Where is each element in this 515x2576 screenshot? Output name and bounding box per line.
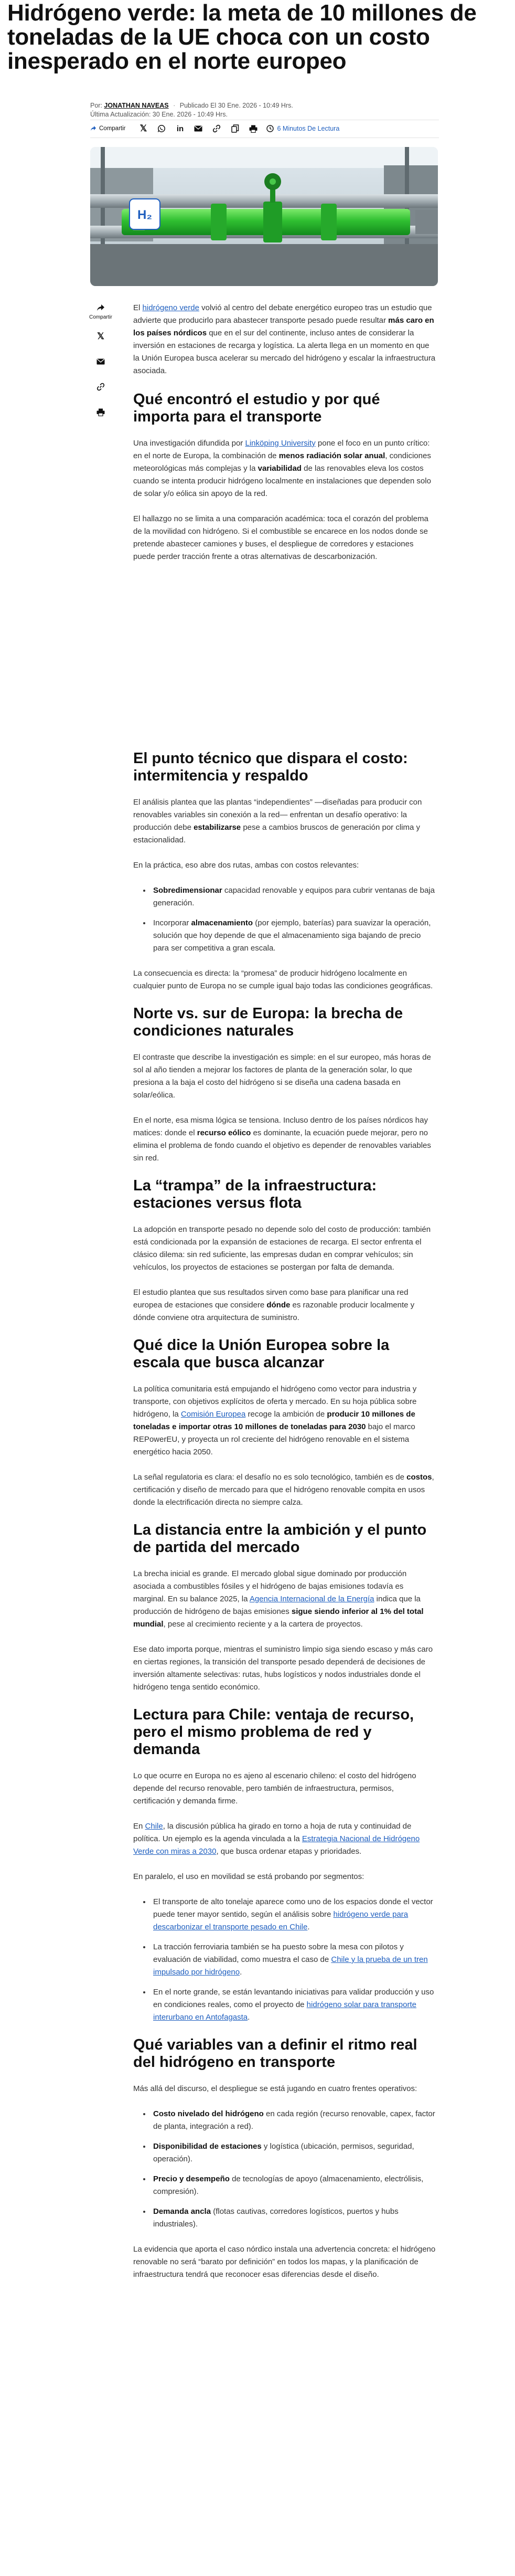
list-item: • Incorporar almacenamiento (por ejemplo, baterías) para suavizar la operación, solución que hoy depende de que el almacenamiento siga bajando de precio para ser competitiva a gran escala. xyxy=(151,917,437,955)
list-item: • En el norte grande, se están levantando iniciativas para validar producción y uso en condiciones reales, como el proyecto de hidrógeno solar para transporte interurbano en Antofagasta. xyxy=(151,1986,437,2024)
article-body xyxy=(133,302,437,2294)
share-icon xyxy=(90,125,96,132)
list-item: • Sobredimensionar capacidad renovable y equipos para cubrir ventanas de baja generación. xyxy=(151,884,437,910)
link-hidrogeno-verde[interactable]: hidrógeno verde xyxy=(142,303,199,312)
share-button[interactable]: Compartir xyxy=(90,125,125,132)
link-linkoping[interactable]: Linköping University xyxy=(245,439,316,448)
paragraph: La señal regulatoria es clara: el desafío no es solo tecnológico, también es de costos, certificación y diseño de mercado para que el hidrógeno renovable compita en usos donde la electrificación directa no siempre calza. xyxy=(133,1473,434,1507)
list-item: • El transporte de alto tonelaje aparece como uno de los espacios donde el vector puede tener mayor sentido, según el análisis sobre hidrógeno verde para descarbonizar el transporte pesado en Chile. xyxy=(151,1896,437,1934)
paragraph: En la práctica, eso abre dos rutas, ambas con costos relevantes: xyxy=(133,861,359,870)
list-item: • Demanda ancla (flotas cautivas, corredores logísticos, puertos y hubs industriales). xyxy=(151,2205,437,2231)
intro-paragraph: El hidrógeno verde volvió al centro del debate energético europeo tras un estudio que advierte que producirlo para abastecer transporte pesado puede resultar más caro en los países nórdicos que en el sur del continente, incluso antes de considerar la inversión en estaciones de recarga y logística. La alerta llega en un momento en que la Unión Europea busca acelerar su mercado del hidrógeno y escalar la infraestructura asociada. xyxy=(133,303,436,375)
link-antofagasta[interactable]: hidrógeno solar para transporte interurbano en Antofagasta xyxy=(153,2000,416,2022)
section-heading: Qué variables van a definir el ritmo real del hidrógeno en transporte xyxy=(133,2036,417,2071)
paragraph: Una investigación difundida por Linköping University pone el foco en un punto crítico: en el norte de Europa, la combinación de menos radiación solar anual, condiciones meteorológicas más complejas y la variabilidad de las renovables eleva los costos cuando se intenta producir hidrógeno localmente en instalaciones que dependen solo de solar y/o eólica sin apoyo de la red. xyxy=(133,439,431,498)
section-heading: La distancia entre la ambición y el punto de partida del mercado xyxy=(133,1522,427,1556)
section-heading: Qué dice la Unión Europea sobre la escala que busca alcanzar xyxy=(133,1337,390,1371)
author-link[interactable]: JONATHAN NAVEAS xyxy=(104,102,169,109)
paragraph: El contraste que describe la investigación es simple: en el sur europeo, más horas de sol al año tienden a mejorar los factores de planta de la generación solar, lo que presiona a la baja el costo del hidrógeno si se diseña una cadena basada en solar/eólica. xyxy=(133,1053,431,1100)
x-icon[interactable]: 𝕏 xyxy=(97,331,104,341)
section-heading: La “trampa” de la infraestructura: estaciones versus flota xyxy=(133,1177,377,1211)
section-heading: Norte vs. sur de Europa: la brecha de condiciones naturales xyxy=(133,1005,403,1039)
paragraph: La brecha inicial es grande. El mercado global sigue dominado por producción asociada a combustibles fósiles y el hidrógeno de bajas emisiones todavía es marginal. En su balance 2025, la Agencia Internacional de la Energía indica que la producción de hidrógeno de bajas emisiones sigue siendo inferior al 1% del total mundial, pese al crecimiento reciente y a la cartera de proyectos. xyxy=(133,1569,424,1629)
link-tren-hidrogeno[interactable]: Chile y la prueba de un tren impulsado por hidrógeno xyxy=(153,1955,428,1977)
paragraph: En el norte, esa misma lógica se tensiona. Incluso dentro de los países nórdicos hay matices: donde el recurso eólico es dominante, la ecuación puede mejorar, pero no elimina el problema de fondo cuando el objetivo es depender de renovables variables sin red. xyxy=(133,1116,431,1163)
paragraph: Más allá del discurso, el despliegue se está jugando en cuatro frentes operativos: xyxy=(133,2084,417,2093)
hydrogen-badge: H₂ xyxy=(137,208,152,222)
paragraph: Lo que ocurre en Europa no es ajeno al escenario chileno: el costo del hidrógeno depende del recurso renovable, pero también de infraestructura, permisos, certificación y demanda firme. xyxy=(133,1771,416,1806)
link-icon[interactable] xyxy=(95,381,106,393)
link-aie[interactable]: Agencia Internacional de la Energía xyxy=(249,1595,374,1603)
share-icon[interactable] xyxy=(95,302,106,313)
byline: Por: JONATHAN NAVEAS · Publicado El 30 Ene. 2026 - 10:49 Hrs. xyxy=(90,102,293,109)
paragraph: Ese dato importa porque, mientras el suministro limpio siga siendo escaso y más caro en ciertas regiones, la transición del transporte pesado dependerá de decisiones de inversión altamente selectivas: rutas, hubs logísticos y nodos industriales donde el hidrógeno tenga sentido económico. xyxy=(133,1645,433,1692)
paragraph: La consecuencia es directa: la “promesa” de producir hidrógeno localmente en cualquier punto de Europa no se cumple igual bajo todas las condiciones geográficas. xyxy=(133,969,433,990)
paragraph: En Chile, la discusión pública ha girado en torno a hoja de ruta y continuidad de política. Un ejemplo es la agenda vinculada a la Estrategia Nacional de Hidrógeno Verde con miras a 2030, que busca ordenar etapas y prioridades. xyxy=(133,1822,420,1856)
paragraph: El análisis plantea que las plantas “independientes” —diseñadas para producir con renovables variables sin conexión a la red— enfrentan un desafío operativo: la producción debe estabilizarse pese a cambios bruscos de generación por clima y estacionalidad. xyxy=(133,798,422,844)
print-icon[interactable] xyxy=(95,406,106,418)
paragraph: En paralelo, el uso en movilidad se está probando por segmentos: xyxy=(133,1872,364,1881)
reading-time: 6 Minutos De Lectura xyxy=(277,125,340,132)
list-item: • Precio y desempeño de tecnologías de apoyo (almacenamiento, electrólisis, compresión). xyxy=(151,2173,437,2198)
clock-icon xyxy=(266,125,274,132)
side-share-bar xyxy=(90,302,111,418)
mail-icon[interactable] xyxy=(95,356,106,367)
linkedin-icon[interactable]: in xyxy=(176,124,184,133)
link-comision-europea[interactable]: Comisión Europea xyxy=(180,1410,246,1419)
link-chile[interactable]: Chile xyxy=(145,1822,163,1831)
link-icon[interactable] xyxy=(211,123,222,134)
whatsapp-icon[interactable] xyxy=(156,123,167,134)
paragraph: La evidencia que aporta el caso nórdico instala una advertencia concreta: el hidrógeno renovable no será “barato por definición” en todos los mapas, y la planificación de infraestructura tendrá que reconocer esas diferencias desde el diseño. xyxy=(133,2245,436,2279)
side-share-label: Compartir xyxy=(89,314,112,320)
article-title: Hidrógeno verde: la meta de 10 millones de toneladas de la UE choca con un costo inesperado en el norte europeo xyxy=(7,0,477,74)
list-item: • La tracción ferroviaria también se ha puesto sobre la mesa con pilotos y evaluación de viabilidad, como muestra el caso de Chile y la prueba de un tren impulsado por hidrógeno. xyxy=(151,1941,437,1979)
bullet-list xyxy=(151,2108,437,2231)
list-item: • Disponibilidad de estaciones y logística (ubicación, permisos, seguridad, operación). xyxy=(151,2140,437,2166)
paragraph: La política comunitaria está empujando el hidrógeno como vector para industria y transporte, con objetivos explícitos de oferta y mercado. En su hoja pública sobre hidrógeno, la Comisión Europea recoge la ambición de producir 10 millones de toneladas e importar otras 10 millones de toneladas para 2030 bajo el marco REPowerEU, y proyecta un rol creciente del hidrógeno renovable en el sistema energético hacia 2050. xyxy=(133,1385,417,1456)
bullet-list xyxy=(151,1896,437,2024)
mail-icon[interactable] xyxy=(193,123,203,134)
link-estrategia-nacional[interactable]: Estrategia Nacional de Hidrógeno Verde con miras a 2030 xyxy=(133,1834,420,1856)
paragraph: La adopción en transporte pesado no depende solo del costo de producción: también está condicionada por la expansión de estaciones de recarga. El sector enfrenta el clásico dilema: sin red suficiente, las empresas dudan en comprar vehículos; sin vehículos, los proyectos de estaciones se postergan por falta de demanda. xyxy=(133,1225,431,1272)
x-icon[interactable]: 𝕏 xyxy=(140,123,147,133)
print-icon[interactable] xyxy=(248,123,259,134)
copy-icon[interactable] xyxy=(230,123,240,134)
paragraph: El hallazgo no se limita a una comparación académica: toca el corazón del problema de la movilidad con hidrógeno. Si el combustible se encarece en los nodos donde se pretende abastecer camiones y buses, el despliegue de corredores y estaciones puede perder tracción frente a otras alternativas de descarbonización. xyxy=(133,514,428,561)
hero-image xyxy=(90,147,438,286)
section-heading: El punto técnico que dispara el costo: intermitencia y respaldo xyxy=(133,750,408,784)
list-item: • Costo nivelado del hidrógeno en cada región (recurso renovable, capex, factor de planta, integración a red). xyxy=(151,2108,437,2133)
updated-date: Última Actualización: 30 Ene. 2026 - 10:49 Hrs. xyxy=(90,111,228,118)
link-transporte-pesado[interactable]: hidrógeno verde para descarbonizar el transporte pesado en Chile xyxy=(153,1910,409,1931)
share-toolbar xyxy=(90,121,439,136)
section-heading: Qué encontró el estudio y por qué importa para el transporte xyxy=(133,391,380,425)
bullet-list xyxy=(151,884,437,955)
section-heading: Lectura para Chile: ventaja de recurso, pero el mismo problema de red y demanda xyxy=(133,1706,414,1758)
ad-space xyxy=(133,576,437,750)
paragraph: El estudio plantea que sus resultados sirven como base para planificar una red europea de estaciones que considere dónde es razonable producir localmente y dónde conviene otra arquitectura de suministro. xyxy=(133,1288,415,1322)
published-date: Publicado El 30 Ene. 2026 - 10:49 Hrs. xyxy=(179,102,293,109)
